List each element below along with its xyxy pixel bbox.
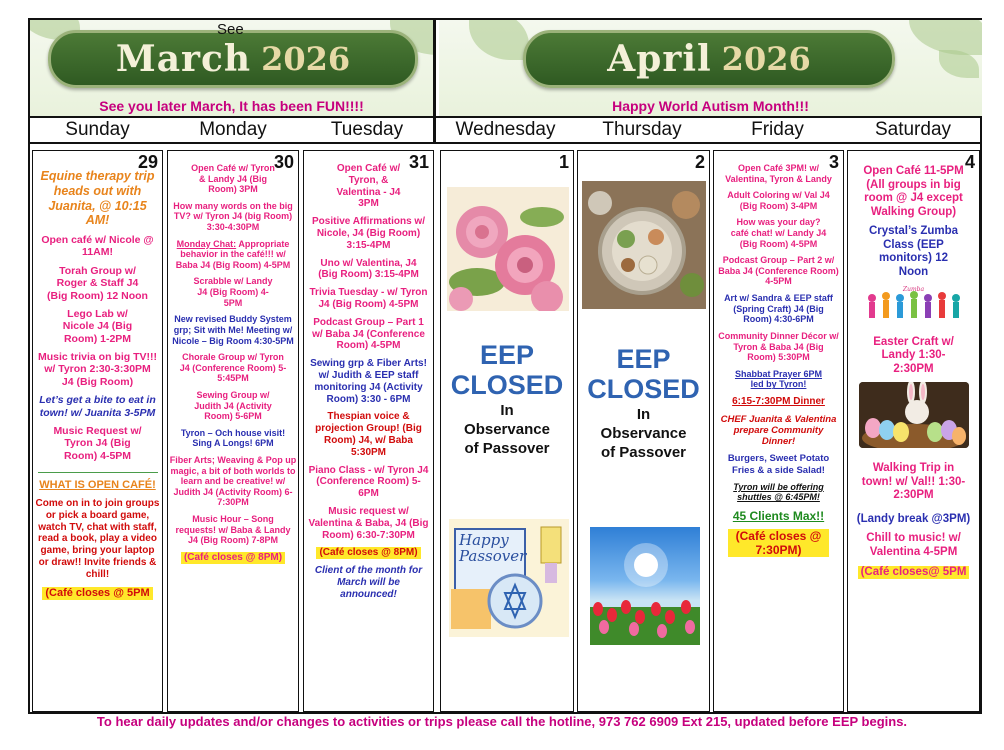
date-number: 30 — [273, 152, 294, 172]
event-piano-class: Piano Class - w/ Tyron J4 (Conference Room) 5-6PM — [308, 464, 429, 500]
day-cell-wednesday — [440, 150, 574, 712]
zumba-logo-text: Zumba — [902, 285, 925, 293]
calendar-frame — [28, 18, 982, 714]
seder-plate-image — [582, 181, 706, 309]
event-trivia-tuesday: Trivia Tuesday - w/ Tyron J4 (Big Room) 4-5PM — [309, 287, 428, 310]
event-uno: Uno w/ Valentina, J4 (Big Room) 3:15-4PM — [318, 257, 419, 281]
event-podcast-part-2: Podcast Group – Part 2 w/ Baba J4 (Conference Room) 4-5PM — [718, 255, 839, 287]
weekday-header-row — [30, 116, 980, 144]
weekday-friday: Friday — [751, 119, 804, 140]
cafe-closes-badge: (Café closes @ 5PM — [42, 587, 152, 600]
divider — [38, 472, 158, 473]
event-open-cafe: Open Café 11-5PM (All groups in big room @ J4 except Walking Group) — [863, 165, 964, 218]
event-monday-chat — [168, 239, 298, 271]
april-year: 2026 — [721, 40, 811, 78]
event-music-request: Music Request w/ Tyron J4 (Big Room) 4-5PM — [53, 424, 142, 462]
april-tagline: Happy World Autism Month!!! — [612, 98, 809, 114]
day-cell-tuesday — [303, 150, 434, 712]
event-easter-craft: Easter Craft w/ Landy 1:30-2:30PM — [873, 335, 954, 375]
event-sewing-group: Sewing Group w/ Judith J4 (Activity Room) 5-6PM — [194, 389, 272, 422]
clients-max-note: 45 Clients Max!! — [732, 509, 825, 523]
event-och-house-visit: Tyron – Och house visit! Sing A Longs! 6PM — [180, 427, 286, 449]
event-open-cafe: Open Café w/ Tyron, & Valentina - J4 3PM — [336, 163, 401, 210]
weekday-saturday: Saturday — [874, 119, 952, 140]
date-number: 2 — [694, 152, 705, 172]
event-podcast-part-1: Podcast Group – Part 1 w/ Baba J4 (Conference Room) 4-5PM — [312, 316, 425, 352]
zumba-dancers-image — [862, 286, 966, 330]
leaf-decoration — [469, 20, 529, 60]
date-number: 1 — [558, 152, 569, 172]
open-cafe-description: Come on in to join groups or pick a board game, watch TV, chat with staff, read a book, play a video game, bring your laptop or draw!! Invite friends & chill! — [35, 497, 160, 580]
date-number: 3 — [828, 152, 839, 172]
event-chill-music: Chill to music! w/ Valentina 4-5PM — [866, 532, 961, 558]
event-spring-craft: Art w/ Sandra & EEP staff (Spring Craft) J4 (Big Room) 4:30-6PM — [724, 293, 833, 325]
weekday-thursday: Thursday — [602, 119, 682, 140]
weekday-tuesday: Tuesday — [301, 118, 436, 142]
april-title-ribbon — [523, 30, 895, 88]
date-number: 29 — [137, 152, 158, 172]
event-open-cafe: Open café w/ Nicole @ 11AM! — [41, 234, 154, 259]
closed-notice-reason: In Observance of Passover — [600, 406, 687, 461]
event-open-cafe: Open Café w/ Tyron & Landy J4 (Big Room) 3PM — [191, 163, 275, 195]
closed-notice-closed: CLOSED — [587, 373, 700, 404]
event-adult-coloring: Adult Coloring w/ Val J4 (Big Room) 3-4PM — [727, 190, 830, 211]
monday-chat-details: Appropriate behavior in the café!!! w/ Baba J4 (Big Room) 4-5PM — [175, 238, 291, 270]
day-cell-friday — [713, 150, 844, 712]
event-dinner-decor: Community Dinner Décor w/ Tyron & Baba J4 (Big Room) 5:30PM — [718, 330, 839, 363]
day-cell-monday — [167, 150, 299, 712]
march-month: March — [115, 38, 252, 80]
dinner-menu: Burgers, Sweet Potato Fries & a side Salad! — [727, 453, 830, 476]
easter-bunny-image — [859, 382, 969, 448]
tulips-sky-image — [590, 527, 700, 645]
day-cell-saturday — [847, 150, 980, 712]
april-month: April — [607, 38, 712, 80]
event-shabbat-prayer: Shabbat Prayer 6PM led by Tyron! — [734, 368, 823, 390]
happy-passover-card-text: Happy Passover — [459, 531, 527, 565]
peony-flowers-image — [447, 187, 569, 311]
day-cell-thursday — [577, 150, 710, 712]
monday-chat-title: Monday Chat: — [176, 238, 237, 249]
closed-notice-reason: In Observance of Passover — [464, 402, 550, 457]
closed-notice-eep: EEP — [616, 344, 671, 374]
event-positive-affirmations: Positive Affirmations w/ Nicole, J4 (Big Room) 3:15-4PM — [312, 216, 425, 251]
april-banner — [439, 20, 982, 116]
march-tagline: See you later March, It has been FUN!!!! — [99, 98, 364, 114]
event-fiber-arts: Fiber Arts; Weaving & Pop up magic, a bit of both worlds to learn and be creative! w/ Judith J4 (Activity Room) 6-7:30PM — [169, 455, 297, 508]
see-label: See — [217, 21, 244, 38]
event-chef-note: CHEF Juanita & Valentina prepare Community Dinner! — [720, 413, 837, 448]
open-cafe-heading: WHAT IS OPEN CAFÉ! — [39, 479, 156, 491]
date-number: 31 — [408, 152, 429, 172]
event-music-request: Music request w/ Valentina & Baba, J4 (Big Room) 6:30-7:30PM — [308, 505, 429, 541]
event-community-dinner: 6:15-7:30PM Dinner — [732, 395, 825, 407]
event-walking-trip: Walking Trip in town! w/ Val!! 1:30-2:30PM — [861, 462, 966, 502]
hotline-footer: To hear daily updates and/or changes to activities or trips please call the hotline, 973 762 6909 Ext 215, updated before EEP begins. — [96, 714, 908, 729]
shuttle-note: Tyron will be offering shuttles @ 6:45PM! — [733, 481, 824, 503]
cafe-closes-badge: (Café closes@ 5PM — [858, 566, 970, 580]
closed-notice-eep: EEP — [479, 340, 535, 370]
cafe-closes-badge: (Café closes @ 8PM) — [316, 547, 420, 559]
cafe-closes-badge: (Café closes @ 7:30PM) — [728, 529, 829, 557]
day-cell-sunday — [32, 150, 163, 712]
cafe-closes-badge: (Café closes @ 8PM) — [181, 552, 285, 564]
event-bite-to-eat: Let’s get a bite to eat in town! w/ Juanita 3-5PM — [39, 394, 156, 419]
happy-passover-image — [449, 519, 569, 637]
event-music-hour: Music Hour – Song requests! w/ Baba & Landy J4 (Big Room) 7-8PM — [175, 514, 291, 546]
landy-break-note: (Landy break @3PM) — [856, 512, 971, 525]
event-lego-lab: Lego Lab w/ Nicole J4 (Big Room) 1-2PM — [62, 307, 133, 345]
event-zumba-class: Crystal’s Zumba Class (EEP monitors) 12 Noon — [868, 225, 959, 278]
march-year: 2026 — [261, 40, 351, 78]
event-chorale-group: Chorale Group w/ Tyron J4 (Conference Room) 5-5:45PM — [179, 352, 287, 384]
event-music-trivia: Music trivia on big TV!!! w/ Tyron 2:30-3:30PM J4 (Big Room) — [37, 351, 157, 388]
client-of-month-note: Client of the month for March will be announced! — [314, 565, 423, 600]
event-open-cafe: Open Café 3PM! w/ Valentina, Tyron & Landy — [725, 163, 832, 184]
event-thespian-group: Thespian voice & projection Group! (Big Room) J4, w/ Baba 5:30PM — [315, 411, 422, 458]
event-scrabble: Scrabble w/ Landy J4 (Big Room) 4-5PM — [193, 276, 273, 308]
event-cafe-chat: How was your day? café chat! w/ Landy J4 (Big Room) 4-5PM — [730, 217, 827, 249]
event-word-game: How many words on the big TV? w/ Tyron J4 (big Room) 3:30-4:30PM — [173, 200, 293, 233]
closed-notice-closed: CLOSED — [450, 369, 564, 400]
weekday-sunday: Sunday — [65, 119, 130, 140]
event-sewing-fiber-arts: Sewing grp & Fiber Arts! w/ Judith & EEP staff monitoring J4 (Activity Room) 3:30 - 6PM — [310, 358, 427, 405]
weekday-wednesday: Wednesday — [455, 119, 556, 140]
event-buddy-system: New revised Buddy System grp; Sit with Me! Meeting w/ Nicole – Big Room 4:30-5PM — [172, 314, 294, 346]
weekday-monday: Monday — [199, 119, 267, 140]
march-title-ribbon — [48, 30, 418, 88]
march-banner — [30, 20, 436, 116]
event-equine-therapy: Equine therapy trip heads out with Juanita, @ 10:15 AM! — [40, 169, 155, 228]
date-number: 4 — [964, 152, 975, 172]
event-torah-group: Torah Group w/ Roger & Staff J4 (Big Room) 12 Noon — [47, 264, 148, 302]
